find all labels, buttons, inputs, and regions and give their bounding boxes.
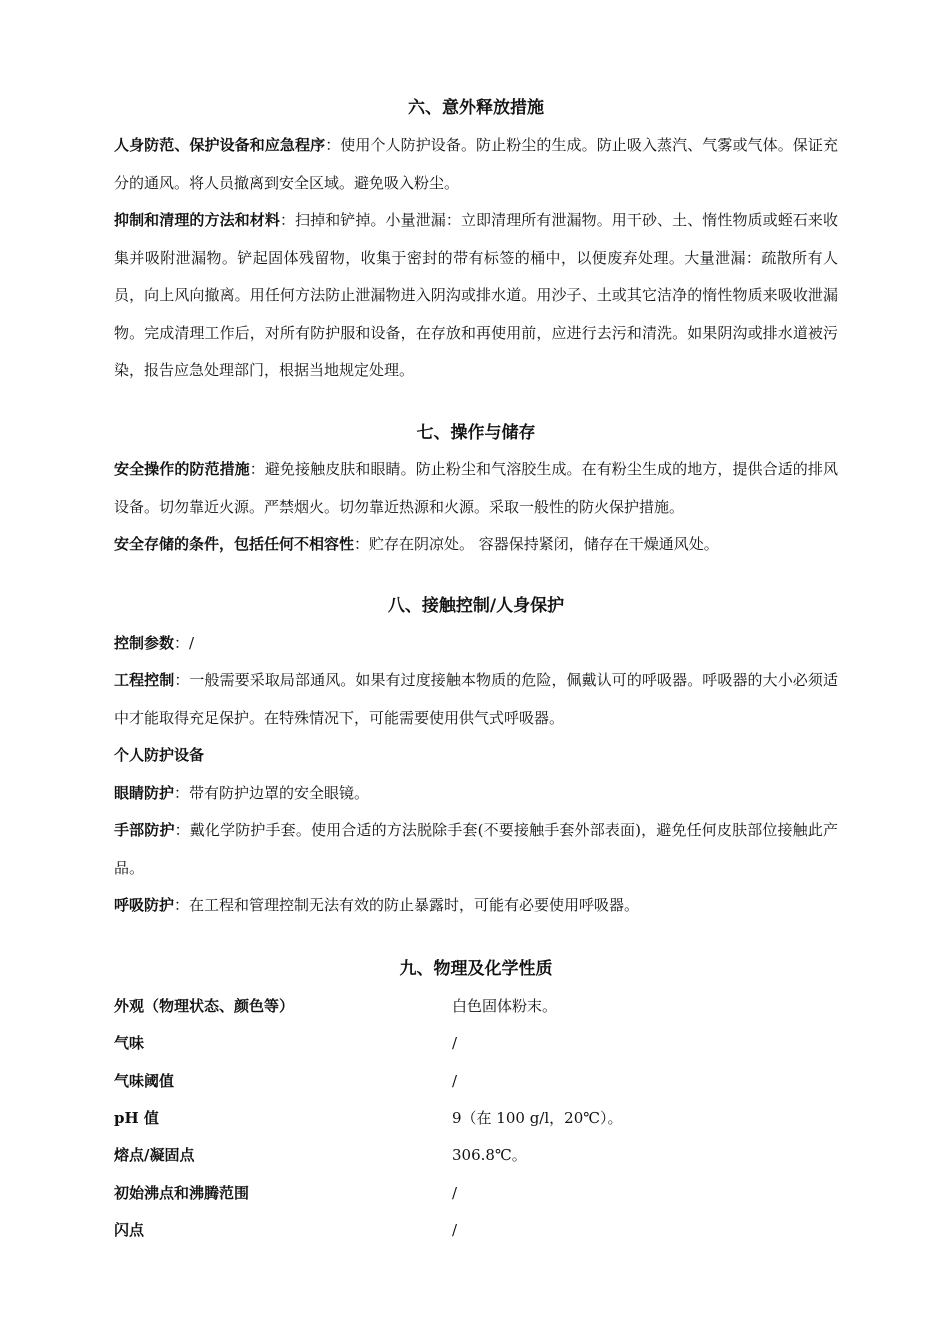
section-7-storage-conditions bbox=[114, 526, 838, 564]
section-7-handling-precautions bbox=[114, 451, 838, 526]
property-name: 气味阈值 bbox=[114, 1072, 175, 1090]
section-8-respiratory-protection-label: 呼吸防护 bbox=[114, 896, 175, 914]
property-name: 闪点 bbox=[114, 1221, 145, 1239]
section-8-title: 八、接触控制/人身保护 bbox=[387, 596, 565, 616]
section-8-eye-protection-text: ：带有防护边罩的安全眼镜。 bbox=[174, 784, 370, 802]
section-7-storage-conditions-text: ：贮存在阴凉处。 容器保持紧闭，储存在干燥通风处。 bbox=[354, 535, 719, 553]
property-row bbox=[114, 1106, 838, 1143]
section-7-handling-precautions-label: 安全操作的防范措施 bbox=[114, 460, 250, 478]
section-6-personal-precautions-label: 人身防范、保护设备和应急程序 bbox=[114, 136, 326, 154]
property-value: / bbox=[452, 1034, 458, 1052]
section-6-personal-precautions-text: ：使用个人防护设备。防止粉尘的生成。防止吸入蒸汽、气雾或气体。保证充分的通风。将人员撤离到安全区域。避免吸入粉尘。 bbox=[114, 136, 838, 192]
property-name: 初始沸点和沸腾范围 bbox=[114, 1184, 250, 1202]
property-value: / bbox=[452, 1184, 458, 1202]
section-6-cleanup-methods-text: ：扫掉和铲掉。小量泄漏：立即清理所有泄漏物。用干砂、土、惰性物质或蛭石来收集并吸附泄漏物。铲起固体残留物，收集于密封的带有标签的桶中，以便废弃处理。大量泄漏：疏散所有人员，向上风向撤离。用任何方法防止泄漏物进入阴沟或排水道。用沙子、土或其它洁净的惰性物质来吸收泄漏物。完成清理工作后，对所有防护服和设备，在存放和再使用前，应进行去污和清洗。如果阴沟或排水道被污染，报告应急处理部门，根据当地规定处理。 bbox=[114, 211, 838, 379]
property-row bbox=[114, 1181, 838, 1218]
property-name: 气味 bbox=[114, 1034, 145, 1052]
property-value: / bbox=[452, 1072, 458, 1090]
property-name: 熔点/凝固点 bbox=[114, 1146, 195, 1164]
section-8-respiratory-protection-text: ：在工程和管理控制无法有效的防止暴露时，可能有必要使用呼吸器。 bbox=[174, 896, 640, 914]
section-6-cleanup-methods-label: 抑制和清理的方法和材料 bbox=[114, 211, 280, 229]
section-8-engineering-controls bbox=[114, 662, 838, 737]
section-8-hand-protection-text: ：戴化学防护手套。使用合适的方法脱除手套(不要接触手套外部表面)，避免任何皮肤部位接触此产品。 bbox=[114, 821, 838, 877]
section-6-title: 六、意外释放措施 bbox=[408, 98, 544, 118]
section-8-eye-protection bbox=[114, 775, 838, 813]
section-7-title: 七、操作与储存 bbox=[416, 423, 536, 443]
section-8-control-parameters bbox=[114, 625, 838, 663]
property-row bbox=[114, 1218, 838, 1255]
property-value: 9（在 100 g/l，20℃）。 bbox=[452, 1109, 623, 1127]
section-8-control-parameters-text: ：/ bbox=[174, 634, 195, 652]
section-7-storage-conditions-label: 安全存储的条件，包括任何不相容性 bbox=[114, 535, 355, 553]
section-8-engineering-controls-text: ：一般需要采取局部通风。如果有过度接触本物质的危险，佩戴认可的呼吸器。呼吸器的大小必须适中才能取得充足保护。在特殊情况下，可能需要使用供气式呼吸器。 bbox=[114, 671, 838, 727]
section-8-respiratory-protection bbox=[114, 887, 838, 925]
property-value: 白色固体粉末。 bbox=[452, 997, 558, 1015]
property-name: pH 值 bbox=[114, 1109, 159, 1127]
property-row bbox=[114, 994, 838, 1031]
property-name: 外观（物理状态、颜色等） bbox=[114, 997, 295, 1015]
section-8-control-parameters-label: 控制参数 bbox=[114, 634, 175, 652]
section-8-ppe-label: 个人防护设备 bbox=[114, 746, 205, 764]
section-6-cleanup-methods bbox=[114, 202, 838, 390]
section-8-ppe-heading bbox=[114, 737, 838, 775]
property-value: 306.8℃。 bbox=[452, 1146, 527, 1164]
section-9-title: 九、物理及化学性质 bbox=[399, 959, 553, 979]
property-row bbox=[114, 1031, 838, 1068]
section-7-handling-precautions-text: ：避免接触皮肤和眼睛。防止粉尘和气溶胶生成。在有粉尘生成的地方，提供合适的排风设备。切勿靠近火源。严禁烟火。切勿靠近热源和火源。采取一般性的防火保护措施。 bbox=[114, 460, 838, 516]
section-6-personal-precautions bbox=[114, 127, 838, 202]
property-row bbox=[114, 1143, 838, 1180]
section-8-engineering-controls-label: 工程控制 bbox=[114, 671, 175, 689]
property-value: / bbox=[452, 1221, 458, 1239]
section-8-hand-protection-label: 手部防护 bbox=[114, 821, 175, 839]
section-8-eye-protection-label: 眼睛防护 bbox=[114, 784, 175, 802]
section-8-hand-protection bbox=[114, 812, 838, 887]
property-row bbox=[114, 1069, 838, 1106]
